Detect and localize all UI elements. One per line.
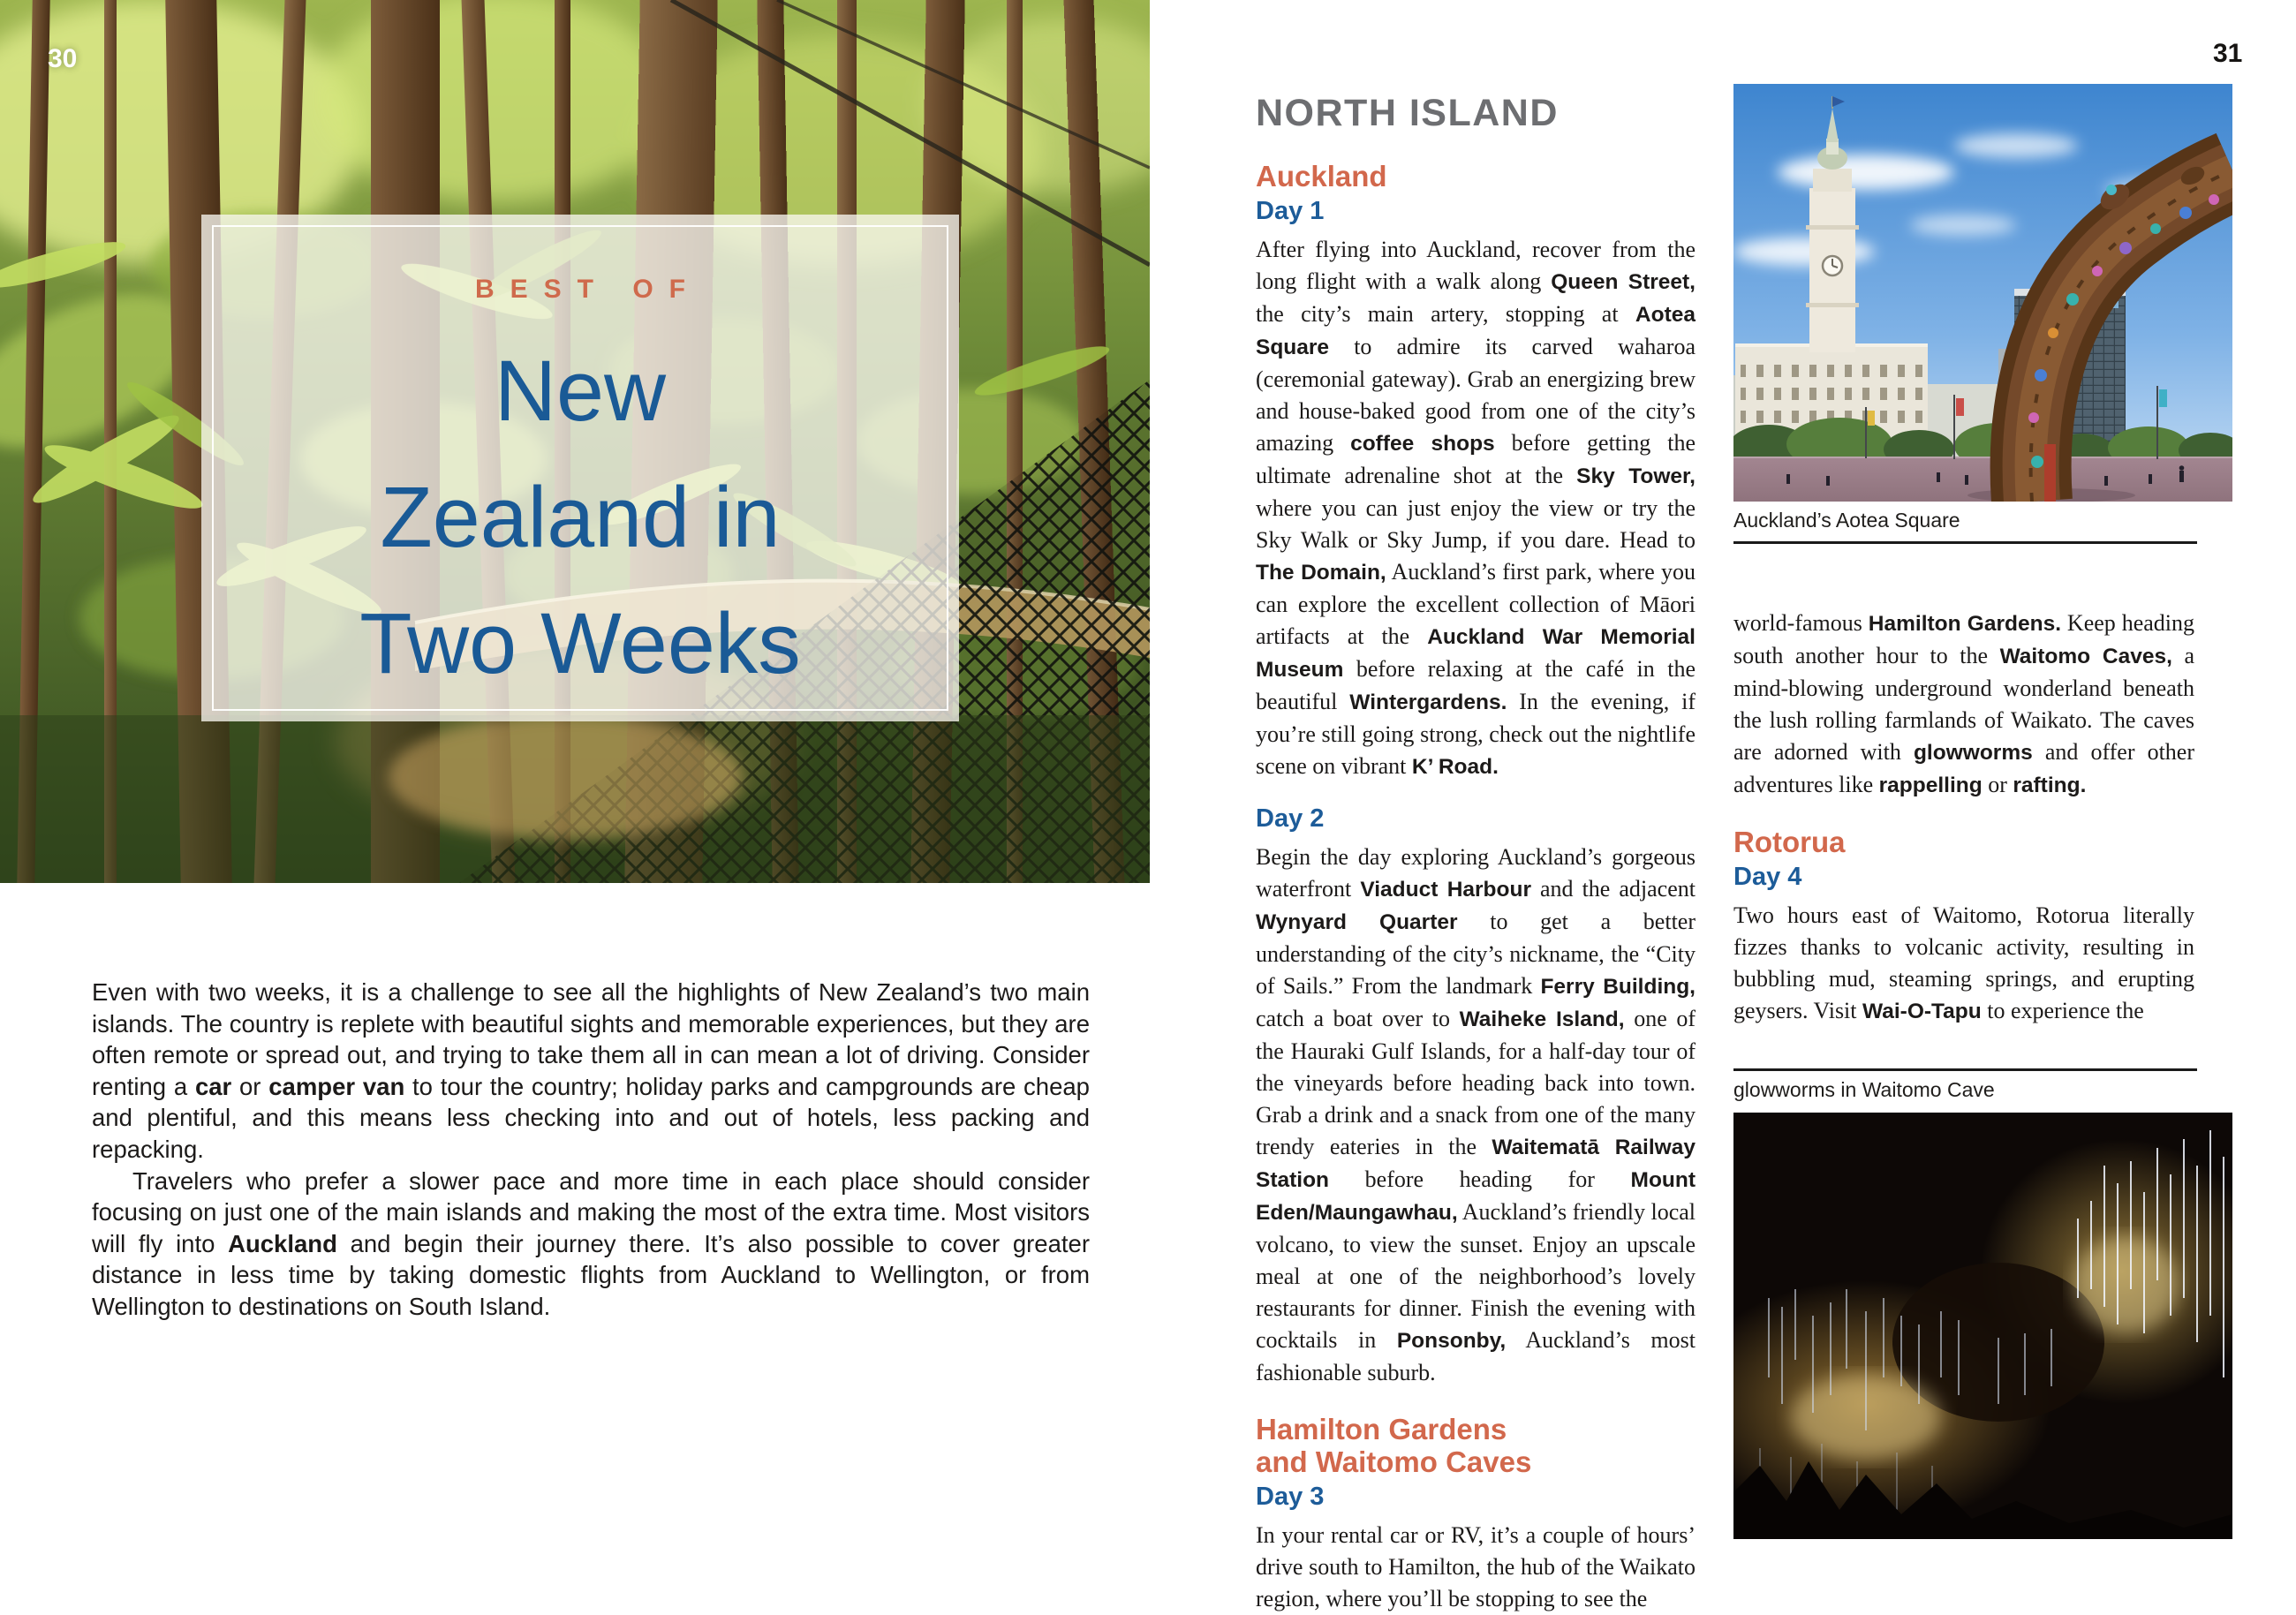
heading-day-2: Day 2 bbox=[1256, 804, 1325, 833]
glowworm-photo-caption: glowworms in Waitomo Cave bbox=[1733, 1078, 1995, 1101]
series-kicker: BEST OF bbox=[474, 275, 701, 304]
day-4-paragraph: Two hours east of Waitomo, Rotorua literally fizzes thanks to volcanic activity, resulting in bubbling mud, steaming springs, and erupting geysers. Visit Wai-O-Tapu to experience the bbox=[1733, 902, 2194, 1023]
heading-day-4: Day 4 bbox=[1733, 863, 1802, 891]
hamilton-heading-line-1: Hamilton Gardens bbox=[1256, 1413, 1507, 1445]
heading-hamilton-waitomo bbox=[1256, 1413, 1696, 1478]
aotea-photo-caption: Auckland’s Aotea Square bbox=[1733, 509, 1960, 532]
heading-auckland: Auckland bbox=[1256, 160, 1387, 192]
title-line-2: Zealand in bbox=[380, 469, 781, 565]
hamilton-heading-line-2: and Waitomo Caves bbox=[1256, 1445, 1532, 1478]
title-line-1: New bbox=[494, 343, 667, 439]
intro-paragraph-2: Travelers who prefer a slower pace and more time in each place should consider focusing on just one of the main islands and making the most of the extra time. Most visitors will fly into Auckland and begin their journey there. It’s also possible to cover greater distance in less time by taking domestic flights from Auckland to Wellington, or from Wellington to destinations on South Island. bbox=[92, 1166, 1090, 1320]
right-page-right-column bbox=[1733, 84, 2232, 1539]
day-3-paragraph: In your rental car or RV, it’s a couple of hours’ drive south to Hamilton, the hub of the Waikato region, where you’ll be stopping to see the bbox=[1256, 1522, 1696, 1611]
heading-day-3: Day 3 bbox=[1256, 1483, 1325, 1511]
intro-text bbox=[92, 977, 1090, 1323]
day-2-paragraph: Begin the day exploring Auckland’s gorgeous waterfront Viaduct Harbour and the adjacent Wynyard Quarter to get a better understanding of the city’s nickname, the “City of Sails.” From the landmark Ferry Building, catch a boat over to Waiheke Island, one of the Hauraki Gulf Islands, for a half-day tour of the vineyards before heading back into town. Grab a drink and a snack from one of the many trendy eateries in the Waitematā Railway Station before heading for Mount Eden/Maungawhau, Auckland’s friendly local volcano, to view the sunset. Enjoy an upscale meal at one of the neighborhood’s lovely restaurants for dinner. Finish the evening with cocktails in Ponsonby, Auckland’s most fashionable suburb. bbox=[1256, 844, 1696, 1385]
page-number-right: 31 bbox=[2213, 39, 2243, 68]
heading-rotorua: Rotorua bbox=[1733, 826, 1846, 858]
column-divider-rule-bottom bbox=[1733, 1068, 2197, 1071]
glowworm-photo-art bbox=[1733, 1113, 2232, 1539]
page-number-left: 30 bbox=[48, 44, 78, 73]
aotea-square-photo-art bbox=[1733, 84, 2232, 502]
title-overlay-border bbox=[212, 225, 948, 711]
right-page-left-column bbox=[1256, 92, 1696, 1615]
column-divider-rule-top bbox=[1733, 541, 2197, 544]
title-overlay bbox=[201, 215, 959, 721]
aotea-square-photo bbox=[1733, 84, 2232, 502]
intro-paragraph-1: Even with two weeks, it is a challenge to see all the highlights of New Zealand’s two main islands. The country is replete with beautiful sights and memorable experiences, but they are often remote or spread out, and trying to take them all in can mean a lot of driving. Consider renting a car or camper van to tour the country; holiday parks and campgrounds are cheap and plentiful, and this means less checking into and out of hotels, less packing and repacking. bbox=[92, 978, 1090, 1163]
title-line-3: Two Weeks bbox=[359, 595, 801, 691]
day-1-paragraph: After flying into Auckland, recover from the long flight with a walk along Queen Street, the city’s main artery, stopping at Aotea Square to admire its carved waharoa (ceremonial gateway). Grab an energizing brew and house-baked good from one of the city’s amazing coffee shops before getting the ultimate adrenaline shot at the Sky Tower, where you can just enjoy the view or try the Sky Walk or Sky Jump, if you dare. Head to The Domain, Auckland’s first park, where you can explore the excellent collection of Māori artifacts at the Auckland War Memorial Museum before relaxing at the café in the beautiful Wintergardens. In the evening, if you’re still going strong, check out the nightlife scene on vibrant K’ Road. bbox=[1256, 237, 1696, 779]
book-title bbox=[214, 328, 947, 706]
heading-day-1: Day 1 bbox=[1256, 197, 1325, 225]
glowworm-cave-photo bbox=[1733, 1113, 2232, 1539]
section-title: NORTH ISLAND bbox=[1256, 92, 1559, 134]
hamilton-continuation-paragraph: world-famous Hamilton Gardens. Keep heading south another hour to the Waitomo Caves, a mind-blowing underground wonderland beneath the lush rolling farmlands of Waikato. The caves are adorned with glowworms and offer other adventures like rappelling or rafting. bbox=[1733, 610, 2194, 797]
forest-canopy-walkway-photo bbox=[0, 0, 1150, 883]
